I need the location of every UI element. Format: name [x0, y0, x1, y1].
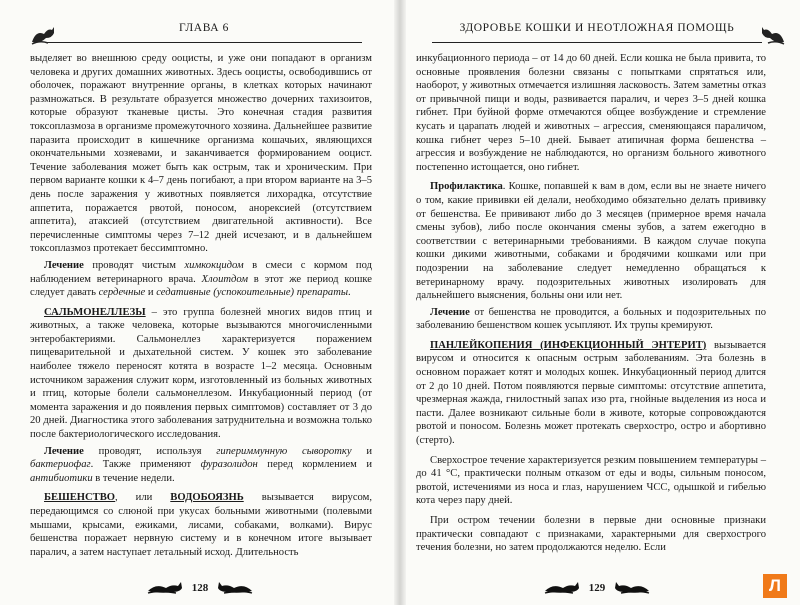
paragraph [416, 514, 766, 555]
paragraph [416, 52, 766, 174]
paragraph [30, 491, 372, 559]
paragraph [30, 306, 372, 442]
paragraph [416, 339, 766, 448]
left-running-header [28, 10, 380, 46]
paragraph [30, 445, 372, 486]
emphasis-text: сердечные [98, 287, 146, 299]
emphasis-text: седативные (успокоительные) препараты [156, 287, 349, 299]
term-heading: САЛЬМОНЕЛЛЕЗЫ [44, 306, 146, 318]
text-run: вызывается вирусом и относится к опасным острым заболеваниям. Эта болезнь в основном поражает котят и молодых кошек. Инкубационный период длится от 2 до 10 дней. Потом появляются первые симптомы: отсутствие аппетита, чрезмерная жажда, гнилостный запах изо рта, гнойные выделения из носа и пасти. Далее возникают сильные боли в животе, которые сопровождаются рвотой и поносом. Болезнь может протекать сверхостро, остро и абортивно (стерто). [416, 339, 766, 447]
text-run: перед кормлением и [257, 459, 372, 471]
lead-word: Лечение [44, 259, 84, 271]
lead-word: Лечение [44, 445, 84, 457]
section-title: ЗДОРОВЬЕ КОШКИ И НЕОТЛОЖНАЯ ПОМОЩЬ [459, 22, 735, 34]
right-body-text [416, 52, 766, 558]
left-page [0, 0, 398, 605]
text-run: . Также применяют [90, 459, 201, 471]
header-rule [46, 42, 362, 43]
paragraph [416, 180, 766, 302]
right-running-header [414, 10, 780, 46]
text-run: проводят чистым [83, 259, 185, 271]
text-run: и [145, 287, 157, 299]
text-run: в течение недели. [92, 472, 175, 484]
term-heading: ПАНЛЕЙКОПЕНИЯ (ИНФЕКЦИОННЫЙ ЭНТЕРИТ) [430, 339, 707, 351]
cat-silhouette-icon [214, 581, 254, 595]
emphasis-text: антибиотики [30, 472, 93, 484]
term-heading: ВОДОБОЯЗНЬ [170, 492, 244, 504]
emphasis-text: химкокцидом [184, 259, 244, 271]
lead-word: Профилактика [430, 181, 503, 193]
text-run: инкубационного периода – от 14 до 60 дней. Если кошка не была привита, то основные проявления болезни связаны с попытками спрятаться или, наоборот, у животных отмечается излишняя ласковость. Затем заметны отказ от привычной пищи и воды, развивается паралич, и через 3–5 дней кошка гибнет. При буйной форме отмечаются общее возбуждение и стремление кусать и царапать людей и животных – агрессия, сменяющаяся параличом, кошка гибнет через 5–10 дней. Бывает атипичная форма бешенства – агрессия и возбуждение не наблюдаются, но организм больного животного постепенно истощается, оно гибнет. [416, 53, 766, 173]
text-run: от бешенства не проводится, а больных и подозрительных по заболеванию бешенством кошек усыпляют. Их трупы кремируют. [416, 306, 766, 332]
chapter-title: ГЛАВА 6 [179, 22, 229, 34]
text-run: Сверхострое течение характеризуется резким повышением температуры – до 41 °С, практически полным отказом от еды и воды, сильным поносом, рвотой, истечениями из носа и глаз, нарушением ЧСС, одышкой и гибелью кота через пару дней. [416, 454, 766, 507]
cat-silhouette-icon [146, 581, 186, 595]
emphasis-text: фуразолидон [200, 459, 258, 471]
text-run: вызывается вирусом, передающимся со слюной при укусах больными животными (полевыми мышами, крысами, ежиками, лисами, собаками, волками). Вирус бешенства поражает нервную систему и в конечном итоге вызывает паралич, а затем наступает летальный исход. Длительность [30, 492, 372, 558]
emphasis-text: гипериммунную сыворотку [216, 445, 352, 457]
publisher-logo: Л [763, 574, 787, 598]
cat-ornament-icon [760, 24, 786, 46]
right-footer [522, 578, 672, 598]
page-number: 128 [191, 582, 209, 594]
left-body-text [30, 52, 372, 562]
text-run: , или [115, 492, 171, 504]
paragraph [416, 454, 766, 508]
paragraph [30, 259, 372, 300]
emphasis-text: Хлоитдом [201, 273, 249, 285]
text-run: проводят, используя [83, 445, 217, 457]
text-run: . [348, 287, 351, 299]
text-run: – это группа болезней многих видов птиц и животных, а также человека, которые вызываются многочисленными энтеробактериями. Сальмонеллез характеризуется поражением пищеварительной и дыхательной систем. У кошек это заболевание наиболее тяжело переносят котята в возрасте 1–2 месяца. Основным источником заражения служит корм, изготовленный из больных животных и птиц, которые болели сальмонеллезом. Инкубационный период (от момента заражения и до появления первых симптомов) составляет от 3 до 20 дней. Диагностика этого заболевания затруднительна и возможна только после бактериологического исследования. [30, 306, 372, 441]
text-run: При остром течении болезни в первые дни основные признаки практически совпадают с признаками, характерными для сверхострого течения болезни, но затем продолжаются неделю. Если [416, 515, 766, 554]
lead-word: Лечение [430, 306, 470, 318]
right-page [402, 0, 800, 605]
text-run: и [351, 445, 372, 457]
header-rule [432, 42, 762, 43]
left-footer [130, 578, 270, 598]
cat-silhouette-icon [543, 581, 583, 595]
text-run: . Кошке, попавшей к вам в дом, если вы не знаете ничего о том, какие прививки ей делали, необходимо обязательно делать прививку от бешенства. Ее прививают либо до 3 месяцев (примерное время начала смены зубов), либо после окончания смены зубов, а затем ежегодно в соответствии с ветеринарными требованиями. В каждом случае покупа кошки дикими животными, собаками и бродячими кошками или при подозрении на заболевание следует немедленно обращаться к ветеринарному врачу. подозрительных животных изолировать для дальнейшего выяснения, больны они или нет. [416, 181, 766, 302]
page-number: 129 [588, 582, 606, 594]
text-run: в этот же период кошке следует давать [30, 273, 372, 299]
cat-silhouette-icon [611, 581, 651, 595]
text-run: выделяет во внешнюю среду ооцисты, и уже они попадают в организм человека и других домашних животных. Здесь ооцисты, освободившись от оболочек, поражают внутренние органы, в клетках которых начинают размножаться. В результате образуется множество дочерних тахизоитов, которые образуют тканевые цисты. Это конечная стадия развития токсоплазмоза в организме промежуточного хозяина. Дальнейшее развитие паразита происходит в кишечнике организма кошачьих, являющихся окончательными хозяевами, и заканчивается формированием ооцист. Течение заболевания может быть как острым, так и хроническим. При первом варианте кошки к 4–7 день погибают, а при втором варианте на 3–5 день после заражения у животных появляется лихорадка, отсутствие аппетита, поражается рвотой, поносом, анорексией (отсутствием аппетита), атаксией (отсутствием двигательной активности). Все перечисленные симптомы через 7–12 дней исчезают, и в дальнейшем токсоплазмоз протекает бессимптомно. [30, 53, 372, 255]
emphasis-text: бактериофаг [30, 459, 91, 471]
text-run: в смеси с кормом под наблюдением ветеринарного врача. [30, 259, 372, 285]
paragraph [416, 306, 766, 333]
paragraph [30, 52, 372, 256]
term-heading: БЕШЕНСТВО [44, 492, 116, 504]
